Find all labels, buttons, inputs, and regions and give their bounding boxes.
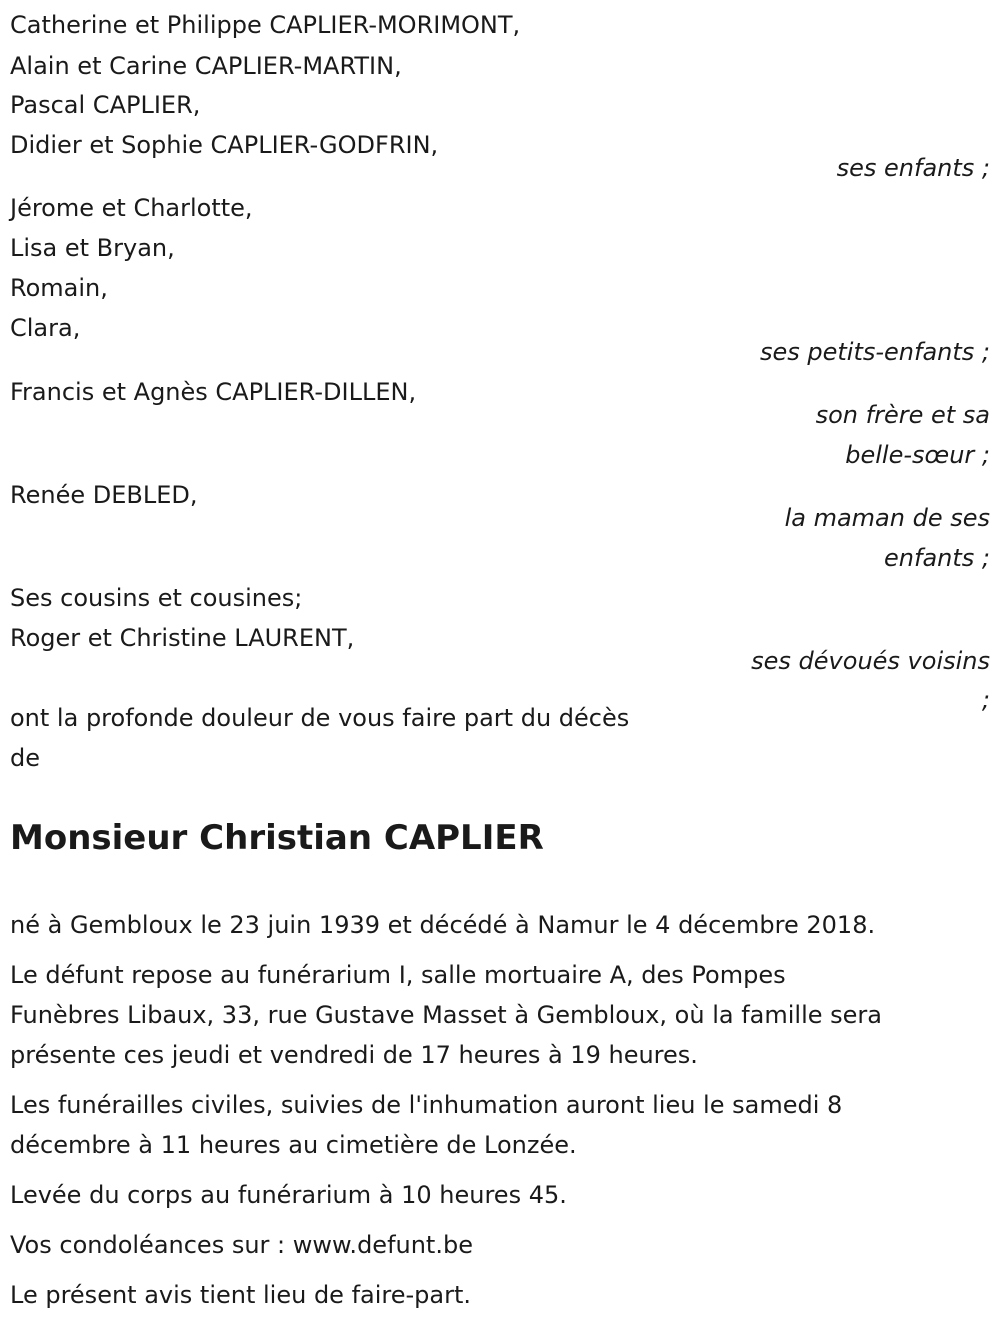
detail-line: Les funérailles civiles, suivies de l'inhumation auront lieu le samedi 8 (10, 1091, 843, 1119)
relation-label: ; (981, 686, 990, 714)
family-line: Renée DEBLED, (10, 481, 198, 509)
family-line: Lisa et Bryan, (10, 234, 175, 262)
family-line: Clara, (10, 314, 81, 342)
relation-label: ses dévoués voisins (751, 647, 990, 675)
family-line: Alain et Carine CAPLIER-MARTIN, (10, 52, 402, 80)
condolences-line: Vos condoléances sur : www.defunt.be (10, 1231, 473, 1259)
announcement-line: ont la profonde douleur de vous faire part du décès (10, 704, 630, 732)
family-line: Roger et Christine LAURENT, (10, 624, 355, 652)
announcement-line: de (10, 744, 40, 772)
relation-label: ses petits-enfants ; (759, 338, 990, 366)
detail-line: Levée du corps au funérarium à 10 heures 45. (10, 1181, 567, 1209)
detail-line: présente ces jeudi et vendredi de 17 heures à 19 heures. (10, 1041, 698, 1069)
deceased-name: Monsieur Christian CAPLIER (10, 818, 544, 858)
relation-label: son frère et sa (815, 401, 990, 429)
detail-line: né à Gembloux le 23 juin 1939 et décédé à Namur le 4 décembre 2018. (10, 911, 876, 939)
relation-label: la maman de ses (784, 504, 990, 532)
detail-line: Le présent avis tient lieu de faire-part. (10, 1281, 472, 1309)
relation-label: enfants ; (884, 544, 990, 572)
detail-line: décembre à 11 heures au cimetière de Lonzée. (10, 1131, 577, 1159)
detail-line: Le défunt repose au funérarium I, salle mortuaire A, des Pompes (10, 961, 786, 989)
family-line: Didier et Sophie CAPLIER-GODFRIN, (10, 131, 439, 159)
family-line: Romain, (10, 274, 108, 302)
family-line: Ses cousins et cousines; (10, 584, 303, 612)
family-line: Jérome et Charlotte, (10, 194, 253, 222)
family-line: Catherine et Philippe CAPLIER-MORIMONT, (10, 11, 521, 39)
family-line: Francis et Agnès CAPLIER-DILLEN, (10, 378, 417, 406)
relation-label: ses enfants ; (836, 154, 990, 182)
relation-label: belle-sœur ; (845, 441, 990, 469)
family-line: Pascal CAPLIER, (10, 91, 201, 119)
detail-line: Funèbres Libaux, 33, rue Gustave Masset à Gembloux, où la famille sera (10, 1001, 882, 1029)
